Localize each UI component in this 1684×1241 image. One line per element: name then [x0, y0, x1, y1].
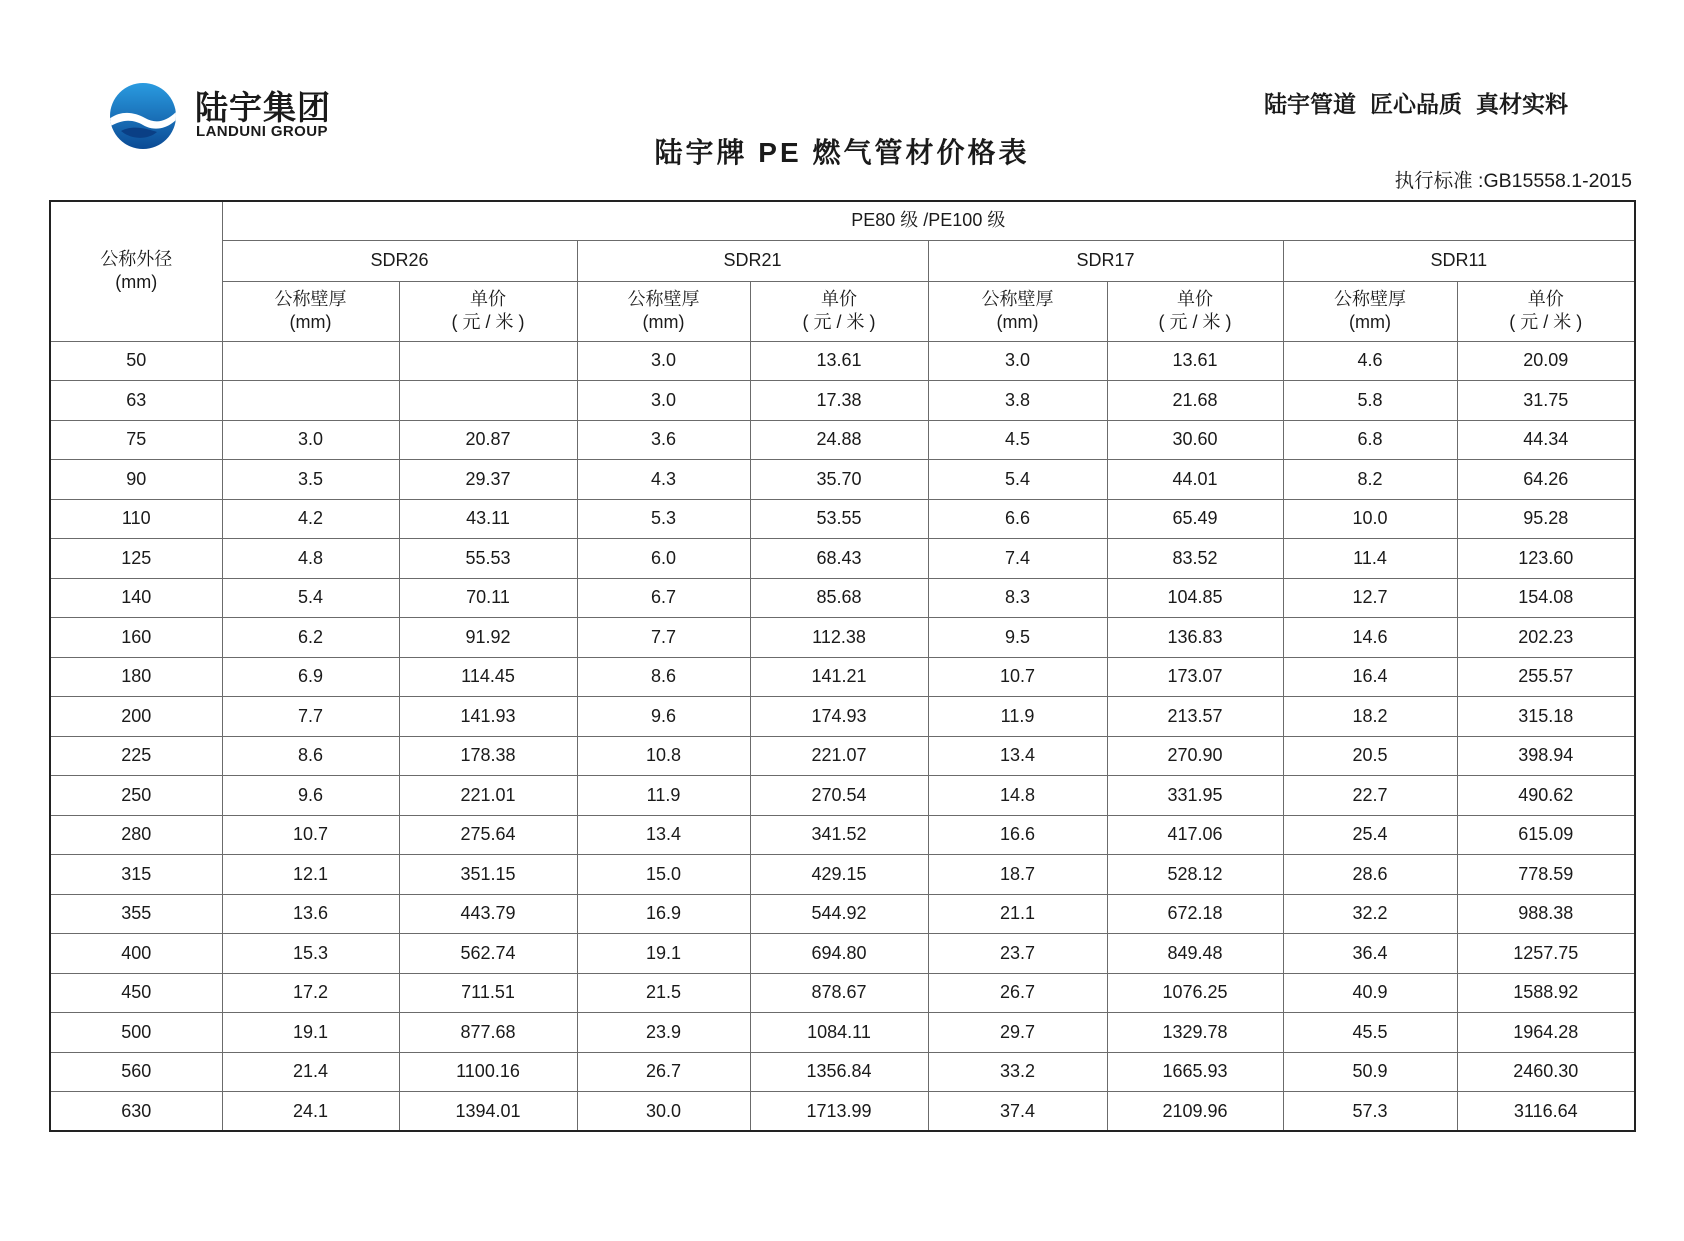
cell-wall-thickness: 45.5 [1283, 1013, 1457, 1053]
cell-nominal-diameter: 225 [50, 736, 222, 776]
cell-wall-thickness: 4.3 [577, 460, 750, 500]
cell-wall-thickness: 9.5 [928, 618, 1107, 658]
cell-wall-thickness: 8.3 [928, 578, 1107, 618]
header-label: 公称壁厚 [1334, 289, 1406, 309]
cell-wall-thickness: 3.0 [577, 341, 750, 381]
cell-unit-price: 1964.28 [1457, 1013, 1635, 1053]
table-row [50, 381, 1635, 421]
cell-unit-price: 270.90 [1107, 736, 1283, 776]
cell-wall-thickness: 16.6 [928, 815, 1107, 855]
cell-unit-price: 2109.96 [1107, 1092, 1283, 1132]
cell-unit-price: 270.54 [750, 776, 928, 816]
cell-wall-thickness: 12.7 [1283, 578, 1457, 618]
header-wall-thickness [577, 281, 750, 341]
table-row [50, 1052, 1635, 1092]
cell-unit-price: 17.38 [750, 381, 928, 421]
cell-unit-price: 64.26 [1457, 460, 1635, 500]
cell-unit-price [399, 381, 577, 421]
slogan [1264, 90, 1568, 118]
table-row [50, 736, 1635, 776]
table-row [50, 420, 1635, 460]
header-unit: ( 元 / 米 ) [802, 312, 876, 332]
cell-wall-thickness: 26.7 [577, 1052, 750, 1092]
cell-unit-price: 221.01 [399, 776, 577, 816]
header-label: 单价 [821, 289, 857, 309]
cell-wall-thickness: 11.4 [1283, 539, 1457, 579]
cell-wall-thickness: 10.8 [577, 736, 750, 776]
header-unit: ( 元 / 米 ) [1509, 312, 1583, 332]
cell-wall-thickness: 50.9 [1283, 1052, 1457, 1092]
cell-nominal-diameter: 125 [50, 539, 222, 579]
cell-unit-price: 20.09 [1457, 341, 1635, 381]
cell-wall-thickness: 4.5 [928, 420, 1107, 460]
cell-unit-price: 562.74 [399, 934, 577, 974]
cell-wall-thickness: 10.7 [928, 657, 1107, 697]
cell-wall-thickness: 40.9 [1283, 973, 1457, 1013]
table-row [50, 697, 1635, 737]
header-unit-price [1457, 281, 1635, 341]
cell-unit-price: 1713.99 [750, 1092, 928, 1132]
table-row [50, 894, 1635, 934]
table-row [50, 815, 1635, 855]
cell-unit-price: 877.68 [399, 1013, 577, 1053]
table-row [50, 1013, 1635, 1053]
cell-wall-thickness: 11.9 [928, 697, 1107, 737]
cell-wall-thickness: 7.7 [577, 618, 750, 658]
cell-wall-thickness: 22.7 [1283, 776, 1457, 816]
cell-wall-thickness: 8.6 [222, 736, 399, 776]
cell-nominal-diameter: 500 [50, 1013, 222, 1053]
cell-unit-price: 202.23 [1457, 618, 1635, 658]
table-row [50, 973, 1635, 1013]
company-name-en: LANDUNI GROUP [196, 123, 328, 140]
header-label: 单价 [1527, 289, 1564, 309]
cell-nominal-diameter: 450 [50, 973, 222, 1013]
cell-unit-price: 112.38 [750, 618, 928, 658]
cell-unit-price: 141.93 [399, 697, 577, 737]
header-label: 单价 [470, 289, 506, 309]
cell-nominal-diameter: 50 [50, 341, 222, 381]
cell-unit-price: 68.43 [750, 539, 928, 579]
slogan-phrase: 匠心品质 [1370, 91, 1462, 117]
cell-wall-thickness: 3.6 [577, 420, 750, 460]
cell-wall-thickness: 9.6 [577, 697, 750, 737]
cell-wall-thickness: 25.4 [1283, 815, 1457, 855]
header-unit: (mm) [115, 272, 158, 293]
cell-wall-thickness: 17.2 [222, 973, 399, 1013]
cell-unit-price: 29.37 [399, 460, 577, 500]
cell-wall-thickness [222, 381, 399, 421]
cell-wall-thickness: 10.7 [222, 815, 399, 855]
header-unit: (mm) [289, 312, 332, 332]
cell-unit-price: 255.57 [1457, 657, 1635, 697]
cell-unit-price: 174.93 [750, 697, 928, 737]
standard-label: 执行标准 :GB15558.1-2015 [1394, 170, 1632, 192]
page-title: 陆宇牌 PE 燃气管材价格表 [654, 137, 1030, 168]
header-unit-price [399, 281, 577, 341]
cell-unit-price: 849.48 [1107, 934, 1283, 974]
cell-unit-price: 1394.01 [399, 1092, 577, 1132]
cell-wall-thickness: 8.6 [577, 657, 750, 697]
cell-nominal-diameter: 110 [50, 499, 222, 539]
table-row [50, 341, 1635, 381]
cell-unit-price: 315.18 [1457, 697, 1635, 737]
price-table-body [50, 341, 1635, 1131]
slogan-phrase: 真材实料 [1476, 91, 1568, 117]
header-unit: (mm) [1349, 312, 1391, 332]
cell-wall-thickness: 37.4 [928, 1092, 1107, 1132]
cell-wall-thickness: 7.7 [222, 697, 399, 737]
header-wall-thickness [928, 281, 1107, 341]
cell-nominal-diameter: 75 [50, 420, 222, 460]
cell-unit-price: 24.88 [750, 420, 928, 460]
cell-wall-thickness: 5.4 [928, 460, 1107, 500]
cell-unit-price: 44.34 [1457, 420, 1635, 460]
cell-unit-price: 85.68 [750, 578, 928, 618]
cell-wall-thickness: 24.1 [222, 1092, 399, 1132]
cell-wall-thickness: 6.6 [928, 499, 1107, 539]
cell-wall-thickness: 21.1 [928, 894, 1107, 934]
cell-wall-thickness: 20.5 [1283, 736, 1457, 776]
cell-wall-thickness: 14.8 [928, 776, 1107, 816]
cell-unit-price: 35.70 [750, 460, 928, 500]
cell-wall-thickness: 30.0 [577, 1092, 750, 1132]
cell-wall-thickness: 6.8 [1283, 420, 1457, 460]
header-series-sdr21: SDR21 [577, 240, 928, 281]
cell-unit-price: 711.51 [399, 973, 577, 1013]
cell-unit-price: 1076.25 [1107, 973, 1283, 1013]
cell-wall-thickness: 4.6 [1283, 341, 1457, 381]
cell-wall-thickness: 23.7 [928, 934, 1107, 974]
table-row [50, 934, 1635, 974]
cell-unit-price: 1100.16 [399, 1052, 577, 1092]
cell-wall-thickness: 16.4 [1283, 657, 1457, 697]
header-unit: (mm) [642, 312, 685, 332]
cell-wall-thickness: 15.3 [222, 934, 399, 974]
cell-unit-price: 490.62 [1457, 776, 1635, 816]
cell-unit-price: 44.01 [1107, 460, 1283, 500]
cell-wall-thickness: 12.1 [222, 855, 399, 895]
cell-wall-thickness: 11.9 [577, 776, 750, 816]
cell-unit-price: 275.64 [399, 815, 577, 855]
cell-unit-price: 417.06 [1107, 815, 1283, 855]
cell-wall-thickness: 13.6 [222, 894, 399, 934]
cell-wall-thickness: 28.6 [1283, 855, 1457, 895]
cell-wall-thickness: 14.6 [1283, 618, 1457, 658]
cell-wall-thickness: 6.9 [222, 657, 399, 697]
cell-wall-thickness: 18.7 [928, 855, 1107, 895]
cell-nominal-diameter: 160 [50, 618, 222, 658]
cell-unit-price: 30.60 [1107, 420, 1283, 460]
cell-unit-price: 95.28 [1457, 499, 1635, 539]
price-table [49, 200, 1636, 1132]
cell-nominal-diameter: 200 [50, 697, 222, 737]
cell-nominal-diameter: 400 [50, 934, 222, 974]
cell-nominal-diameter: 315 [50, 855, 222, 895]
cell-wall-thickness: 18.2 [1283, 697, 1457, 737]
cell-wall-thickness: 3.5 [222, 460, 399, 500]
cell-wall-thickness: 8.2 [1283, 460, 1457, 500]
cell-unit-price: 1665.93 [1107, 1052, 1283, 1092]
cell-unit-price: 398.94 [1457, 736, 1635, 776]
cell-unit-price: 154.08 [1457, 578, 1635, 618]
cell-unit-price: 1588.92 [1457, 973, 1635, 1013]
cell-nominal-diameter: 630 [50, 1092, 222, 1132]
cell-unit-price: 544.92 [750, 894, 928, 934]
cell-wall-thickness: 36.4 [1283, 934, 1457, 974]
cell-unit-price: 988.38 [1457, 894, 1635, 934]
cell-wall-thickness: 6.2 [222, 618, 399, 658]
cell-unit-price: 878.67 [750, 973, 928, 1013]
cell-wall-thickness: 57.3 [1283, 1092, 1457, 1132]
cell-unit-price: 70.11 [399, 578, 577, 618]
header-label: 公称壁厚 [627, 289, 700, 309]
cell-unit-price: 104.85 [1107, 578, 1283, 618]
cell-unit-price: 65.49 [1107, 499, 1283, 539]
cell-wall-thickness: 13.4 [577, 815, 750, 855]
cell-unit-price: 615.09 [1457, 815, 1635, 855]
header-unit-price [750, 281, 928, 341]
cell-unit-price: 43.11 [399, 499, 577, 539]
cell-unit-price: 141.21 [750, 657, 928, 697]
cell-wall-thickness: 13.4 [928, 736, 1107, 776]
cell-unit-price: 1356.84 [750, 1052, 928, 1092]
cell-unit-price: 778.59 [1457, 855, 1635, 895]
cell-unit-price: 173.07 [1107, 657, 1283, 697]
cell-unit-price: 1084.11 [750, 1013, 928, 1053]
cell-wall-thickness: 3.0 [577, 381, 750, 421]
cell-nominal-diameter: 180 [50, 657, 222, 697]
cell-unit-price [399, 341, 577, 381]
table-row [50, 1092, 1635, 1132]
header-unit: ( 元 / 米 ) [1158, 312, 1232, 332]
cell-unit-price: 21.68 [1107, 381, 1283, 421]
cell-unit-price: 331.95 [1107, 776, 1283, 816]
cell-unit-price: 2460.30 [1457, 1052, 1635, 1092]
cell-nominal-diameter: 90 [50, 460, 222, 500]
cell-unit-price: 1329.78 [1107, 1013, 1283, 1053]
cell-unit-price: 13.61 [1107, 341, 1283, 381]
cell-wall-thickness: 19.1 [577, 934, 750, 974]
cell-unit-price: 31.75 [1457, 381, 1635, 421]
table-row [50, 539, 1635, 579]
cell-unit-price: 694.80 [750, 934, 928, 974]
cell-wall-thickness: 21.5 [577, 973, 750, 1013]
cell-unit-price: 83.52 [1107, 539, 1283, 579]
cell-unit-price: 123.60 [1457, 539, 1635, 579]
cell-nominal-diameter: 63 [50, 381, 222, 421]
cell-unit-price: 3116.64 [1457, 1092, 1635, 1132]
cell-unit-price: 13.61 [750, 341, 928, 381]
table-row [50, 657, 1635, 697]
cell-nominal-diameter: 560 [50, 1052, 222, 1092]
header-wall-thickness [1283, 281, 1457, 341]
header-unit-price [1107, 281, 1283, 341]
cell-wall-thickness: 9.6 [222, 776, 399, 816]
header-label: 公称壁厚 [981, 289, 1054, 309]
cell-unit-price: 53.55 [750, 499, 928, 539]
cell-wall-thickness: 5.4 [222, 578, 399, 618]
table-row [50, 776, 1635, 816]
table-row [50, 499, 1635, 539]
cell-unit-price: 341.52 [750, 815, 928, 855]
cell-wall-thickness: 21.4 [222, 1052, 399, 1092]
company-name-cn: 陆宇集团 [195, 89, 331, 126]
cell-wall-thickness: 16.9 [577, 894, 750, 934]
header-label: 单价 [1177, 289, 1213, 309]
cell-wall-thickness: 19.1 [222, 1013, 399, 1053]
header-series-sdr26: SDR26 [222, 240, 577, 281]
cell-unit-price: 672.18 [1107, 894, 1283, 934]
header-unit: (mm) [996, 312, 1039, 332]
cell-wall-thickness: 29.7 [928, 1013, 1107, 1053]
cell-unit-price: 91.92 [399, 618, 577, 658]
cell-wall-thickness: 32.2 [1283, 894, 1457, 934]
cell-unit-price: 20.87 [399, 420, 577, 460]
header-series-sdr17: SDR17 [928, 240, 1283, 281]
table-row [50, 618, 1635, 658]
cell-wall-thickness: 5.8 [1283, 381, 1457, 421]
cell-unit-price: 114.45 [399, 657, 577, 697]
header-grade: PE80 级 /PE100 级 [222, 201, 1635, 240]
header-series-sdr11: SDR11 [1283, 240, 1635, 281]
cell-wall-thickness: 6.0 [577, 539, 750, 579]
header-label: 公称壁厚 [274, 289, 347, 309]
cell-unit-price: 55.53 [399, 539, 577, 579]
table-row [50, 460, 1635, 500]
cell-unit-price: 213.57 [1107, 697, 1283, 737]
cell-wall-thickness: 10.0 [1283, 499, 1457, 539]
cell-wall-thickness: 6.7 [577, 578, 750, 618]
cell-unit-price: 1257.75 [1457, 934, 1635, 974]
header-label: 公称外径 [100, 249, 173, 270]
cell-wall-thickness: 23.9 [577, 1013, 750, 1053]
cell-unit-price: 221.07 [750, 736, 928, 776]
cell-unit-price: 136.83 [1107, 618, 1283, 658]
header-nominal-diameter [50, 201, 222, 341]
cell-unit-price: 178.38 [399, 736, 577, 776]
cell-wall-thickness: 15.0 [577, 855, 750, 895]
cell-nominal-diameter: 250 [50, 776, 222, 816]
cell-nominal-diameter: 140 [50, 578, 222, 618]
cell-wall-thickness: 7.4 [928, 539, 1107, 579]
cell-nominal-diameter: 355 [50, 894, 222, 934]
cell-wall-thickness: 33.2 [928, 1052, 1107, 1092]
cell-wall-thickness: 3.0 [928, 341, 1107, 381]
slogan-phrase: 陆宇管道 [1264, 91, 1356, 117]
header-wall-thickness [222, 281, 399, 341]
table-row [50, 855, 1635, 895]
cell-wall-thickness: 26.7 [928, 973, 1107, 1013]
header-unit: ( 元 / 米 ) [451, 312, 525, 332]
cell-unit-price: 429.15 [750, 855, 928, 895]
cell-nominal-diameter: 280 [50, 815, 222, 855]
cell-wall-thickness: 5.3 [577, 499, 750, 539]
cell-wall-thickness: 3.8 [928, 381, 1107, 421]
cell-unit-price: 351.15 [399, 855, 577, 895]
cell-wall-thickness: 4.8 [222, 539, 399, 579]
cell-wall-thickness [222, 341, 399, 381]
cell-wall-thickness: 3.0 [222, 420, 399, 460]
cell-wall-thickness: 4.2 [222, 499, 399, 539]
cell-unit-price: 528.12 [1107, 855, 1283, 895]
table-row [50, 578, 1635, 618]
cell-unit-price: 443.79 [399, 894, 577, 934]
